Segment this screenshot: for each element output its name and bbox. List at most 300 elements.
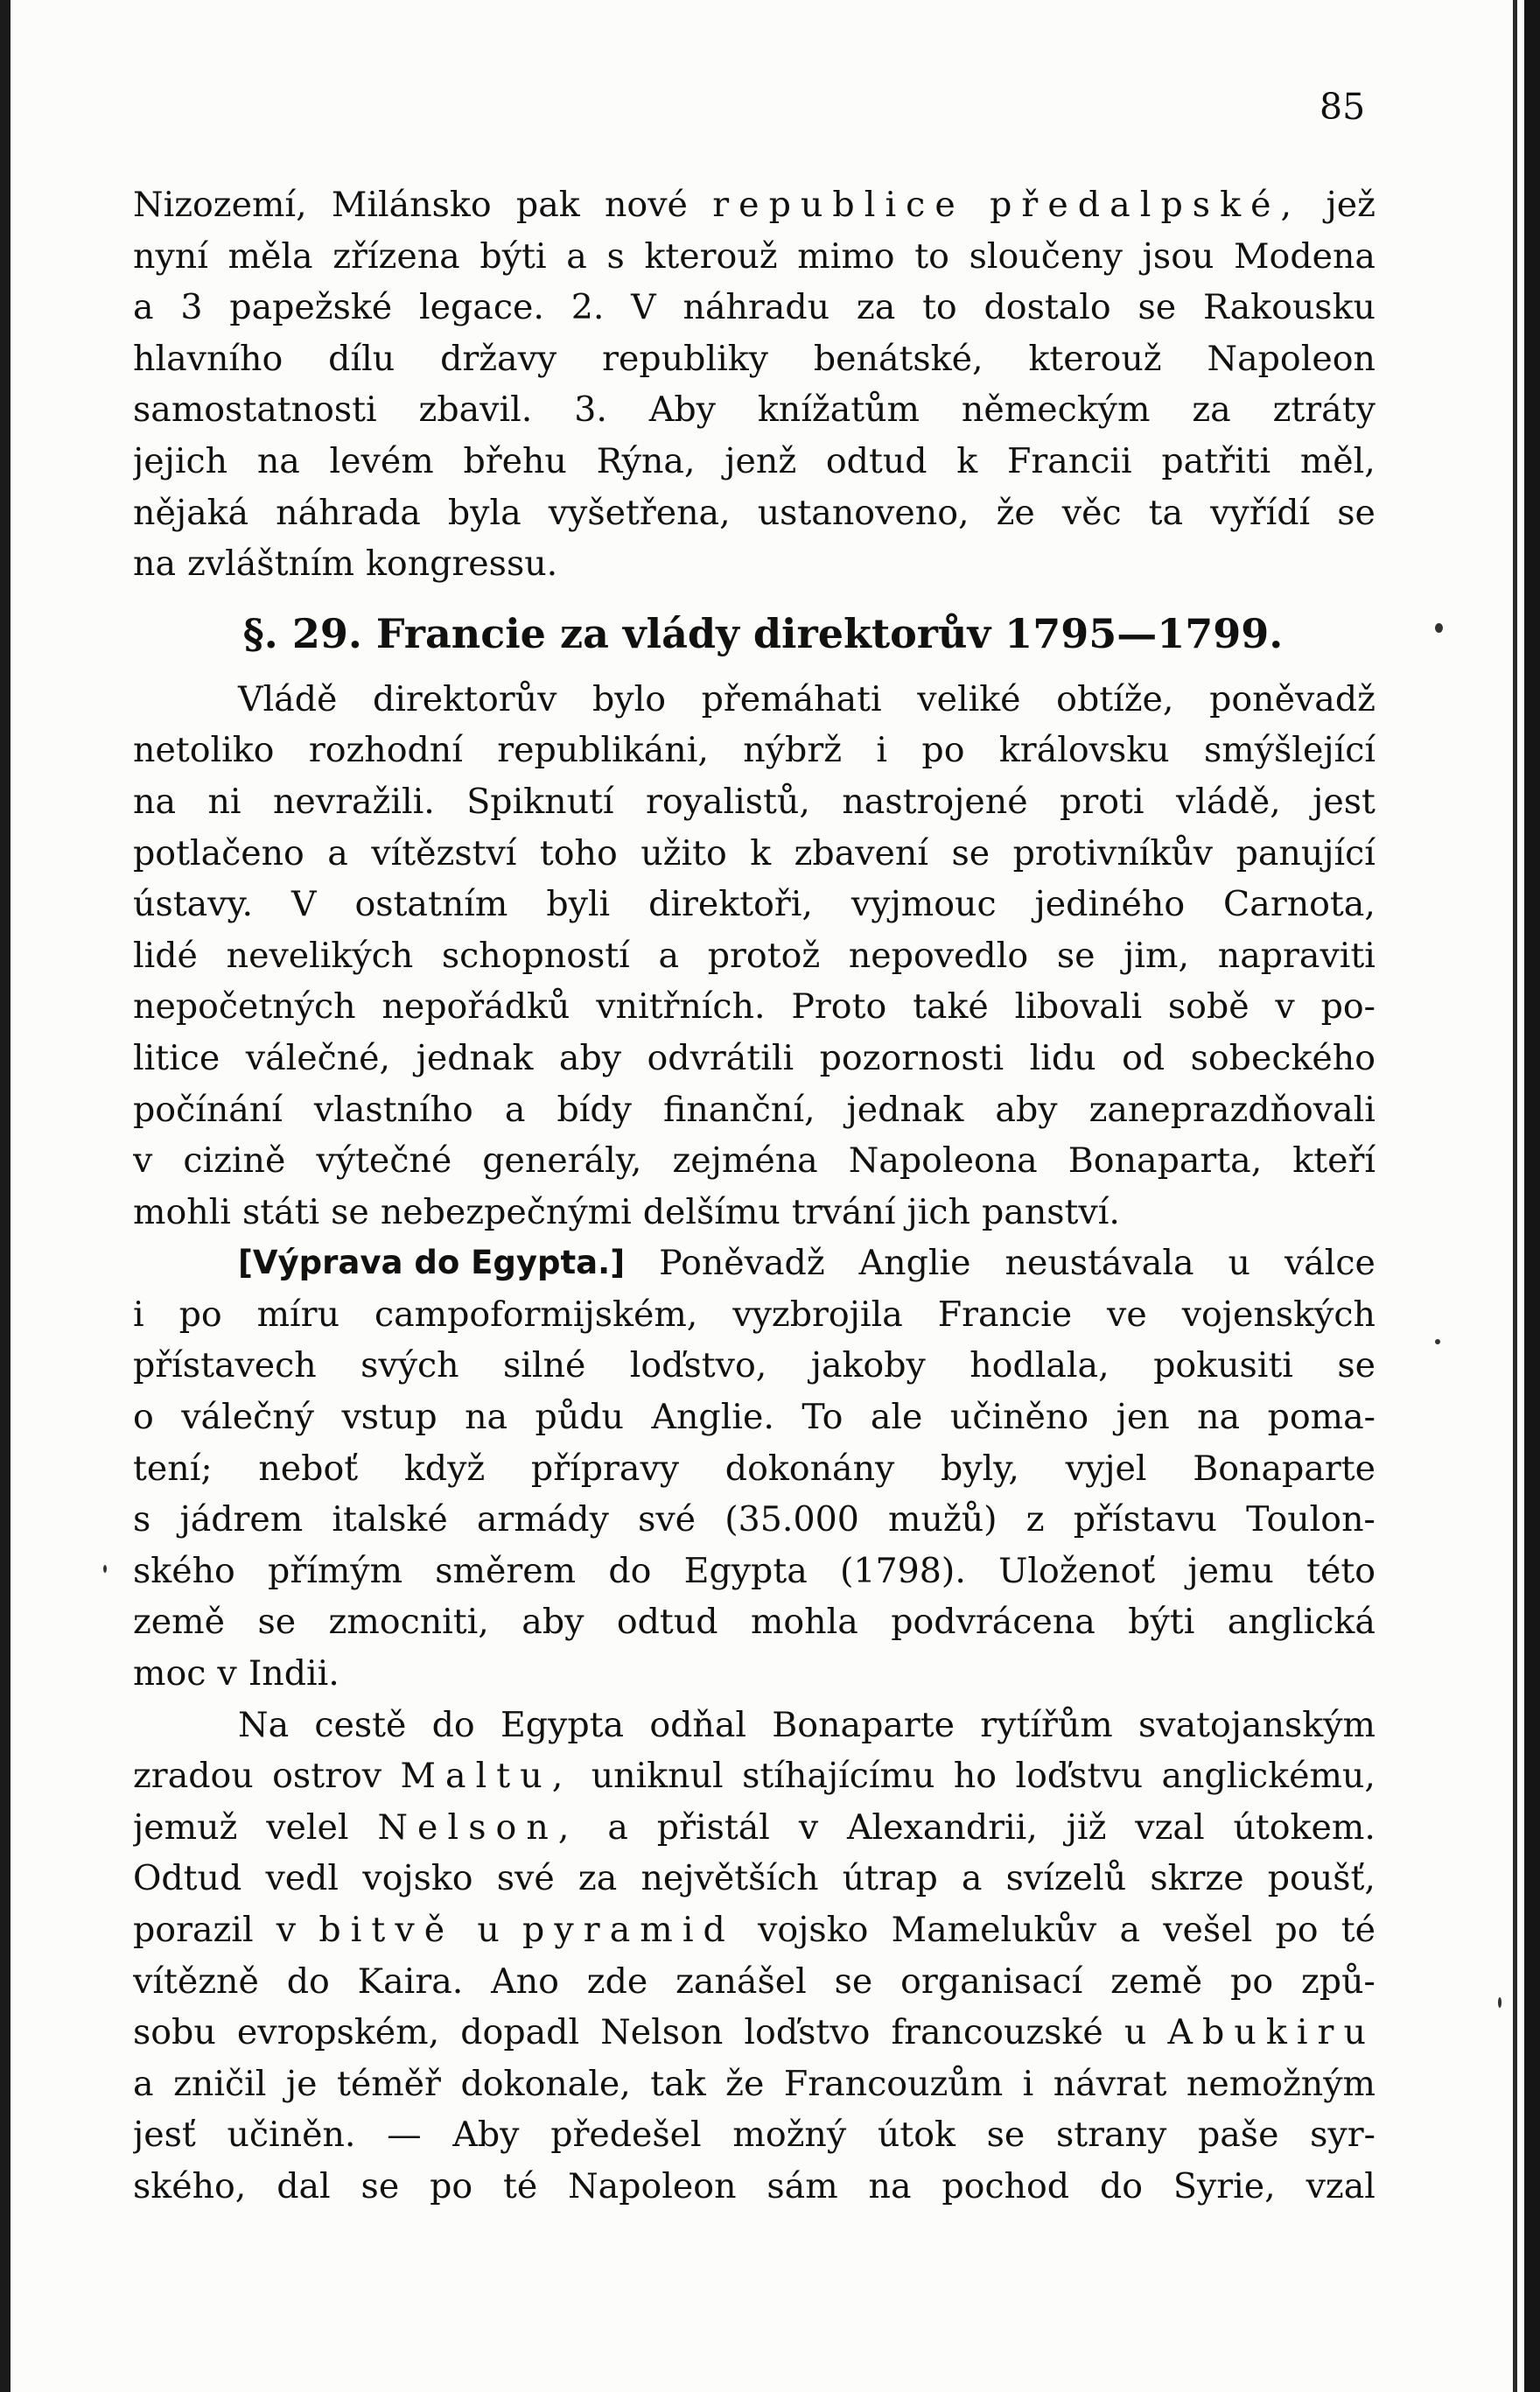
word: kterouž: [1028, 338, 1162, 379]
word: nepořádků: [382, 986, 570, 1028]
text-line: [133, 538, 1376, 590]
text-line: [133, 674, 1376, 726]
word: Odtud: [133, 1858, 242, 1899]
word: jakoby: [810, 1345, 926, 1386]
word: již: [1066, 1806, 1107, 1848]
word: Rakousku: [1202, 287, 1376, 328]
text-line: [133, 981, 1376, 1033]
word: V: [631, 287, 656, 328]
word: sloučeny: [969, 235, 1123, 277]
word: ostrov: [272, 1756, 382, 1797]
word: nýbrž: [743, 730, 843, 771]
word: Alexandrii,: [847, 1806, 1038, 1848]
word: cizině: [183, 1140, 286, 1182]
word: na: [133, 544, 176, 585]
word: jim,: [1124, 935, 1190, 976]
word: a: [566, 235, 587, 277]
word: Toulon-: [1246, 1499, 1376, 1540]
word: vojsko: [758, 1910, 869, 1950]
word: výtečné: [316, 1140, 452, 1182]
word: válce: [1284, 1243, 1376, 1284]
word: knížatům: [757, 389, 920, 431]
word: zničil: [173, 2063, 267, 2104]
word: vyjel: [1065, 1448, 1147, 1489]
word: ústavy.: [133, 884, 254, 925]
word: i: [876, 730, 888, 771]
word: Modena: [1234, 235, 1376, 277]
word: jejich: [133, 440, 228, 481]
word: generály,: [482, 1140, 642, 1182]
word: útokem.: [1233, 1806, 1376, 1848]
word: ského: [133, 1550, 235, 1591]
word: lidu: [1029, 1037, 1096, 1078]
text-line: [133, 1135, 1376, 1187]
word: je: [285, 2063, 318, 2104]
word: odtud: [825, 440, 928, 481]
word: loďstvu: [1015, 1756, 1144, 1797]
word: zmocniti,: [328, 1602, 489, 1643]
word: přípravy: [530, 1448, 680, 1489]
word: té: [503, 2165, 538, 2206]
word: V: [291, 884, 317, 925]
word: přistál: [656, 1806, 770, 1848]
word: poušť,: [1267, 1858, 1376, 1899]
word: učiněno: [949, 1397, 1089, 1438]
scan-right-edge-line: [1513, 0, 1517, 2392]
word: trvání: [791, 1191, 896, 1232]
word: s: [606, 235, 625, 277]
word: Rýna,: [596, 440, 696, 481]
text-line: [133, 1392, 1376, 1443]
word: levém: [329, 440, 434, 481]
word: finanční,: [662, 1089, 816, 1130]
word: skrze: [1150, 1858, 1244, 1899]
word: Anglie: [858, 1243, 971, 1284]
word: také: [913, 986, 989, 1028]
word: k: [750, 832, 772, 873]
word: vítězství: [371, 832, 517, 873]
word: Poněvadž: [659, 1243, 825, 1284]
word: aby: [558, 1037, 622, 1078]
word: Nelson: [600, 2012, 724, 2053]
word: 3.: [574, 389, 607, 431]
word: možný: [732, 2115, 847, 2156]
word: Carnota,: [1223, 884, 1376, 925]
word: mohli: [133, 1191, 231, 1232]
text-line: [133, 2161, 1376, 2213]
word: patřiti: [1161, 440, 1271, 481]
word: v: [798, 1806, 819, 1848]
word: nemožným: [1186, 2063, 1376, 2104]
word: se: [1056, 935, 1096, 976]
word: od: [1122, 1037, 1166, 1078]
word: veliké: [917, 678, 1021, 719]
word: po: [430, 2165, 473, 2206]
word: téměř: [336, 2063, 441, 2104]
word: silné: [503, 1345, 586, 1386]
word: se: [986, 2115, 1026, 2156]
word: návrat: [1053, 2063, 1167, 2104]
word: nové: [604, 185, 688, 225]
word: nyní: [133, 235, 208, 277]
word: své: [496, 1858, 555, 1899]
word: pochod: [942, 2165, 1070, 2206]
word: vojsko: [362, 1858, 473, 1899]
word: bylo: [592, 678, 667, 719]
word: syr-: [1310, 2115, 1376, 2156]
word: 3: [180, 287, 203, 328]
word: ta: [1148, 492, 1184, 533]
text-line: [133, 1546, 1376, 1597]
text-line: [133, 828, 1376, 880]
paragraph-2: [133, 674, 1376, 1238]
word: panství.: [981, 1191, 1120, 1232]
paragraph-1: [133, 179, 1376, 590]
word: loďstvo,: [629, 1345, 767, 1386]
word: mužů): [888, 1499, 998, 1540]
word: Nizozemí,: [133, 185, 307, 225]
word: vítězně: [133, 1961, 259, 2002]
word: Bonaparta,: [1068, 1140, 1263, 1182]
word: campoformijském,: [374, 1294, 698, 1335]
word: do: [608, 1550, 652, 1591]
word: do: [1099, 2165, 1144, 2206]
word: se: [951, 832, 990, 873]
word: v: [133, 1140, 153, 1182]
word: litice: [133, 1037, 220, 1078]
word: směrem: [435, 1550, 577, 1591]
text-line: [133, 231, 1376, 283]
word: direktorův: [372, 678, 557, 719]
word: državy: [440, 338, 557, 379]
word: dostalo: [984, 287, 1111, 328]
text-line: [133, 436, 1376, 488]
word: u: [1228, 1243, 1250, 1284]
word: —: [387, 2115, 422, 2156]
word: do: [286, 1961, 330, 2002]
word: mohla: [750, 1602, 858, 1643]
word: jednak: [846, 1089, 964, 1130]
word: za: [1192, 389, 1231, 431]
word: schopností: [441, 935, 630, 976]
word: zbavil.: [418, 389, 533, 431]
word: sobeckého: [1190, 1037, 1376, 1078]
word: a: [961, 1858, 983, 1899]
word: ztráty: [1272, 389, 1376, 431]
word: věc: [1061, 492, 1122, 533]
word: dílu: [328, 338, 396, 379]
text-line: [133, 1853, 1376, 1904]
word: odvrátili: [647, 1037, 794, 1078]
word: měl,: [1299, 440, 1376, 481]
word: royalistů,: [645, 781, 810, 822]
word: Bonaparte: [1193, 1448, 1376, 1489]
word: porazil: [133, 1910, 254, 1950]
word: ale: [870, 1397, 923, 1438]
word: Kaira.: [357, 1961, 464, 2002]
word: lidé: [133, 935, 198, 976]
word: na: [1197, 1397, 1241, 1438]
word: přístavu: [1073, 1499, 1217, 1540]
marginal-label: [Výprava do Egypta.]: [238, 1244, 626, 1282]
word: pokusiti: [1153, 1345, 1293, 1386]
word: vzal: [1135, 1806, 1205, 1848]
word: organisací: [900, 1961, 1083, 2002]
word: Napoleona: [848, 1140, 1038, 1182]
text-line: [133, 2109, 1376, 2161]
word: paše: [1197, 2115, 1279, 2156]
word: i: [133, 1294, 144, 1335]
word: i: [1022, 2063, 1034, 2104]
word: armády: [476, 1499, 609, 1540]
word: neustávala: [1004, 1243, 1194, 1284]
word: z: [1026, 1499, 1045, 1540]
word: ve: [1107, 1294, 1147, 1335]
word: za: [856, 287, 896, 328]
word: Abukiru: [1167, 2012, 1376, 2053]
word: rytířům: [980, 1704, 1113, 1745]
word: největších: [640, 1858, 819, 1899]
word: byla: [447, 492, 522, 533]
word: vnitřních.: [596, 986, 766, 1028]
word: u: [477, 1910, 500, 1950]
word: To: [802, 1397, 844, 1438]
word: sobě: [1167, 986, 1250, 1028]
word: vlastního: [313, 1089, 473, 1130]
text-line: [133, 2007, 1376, 2059]
scan-speck: [103, 1565, 107, 1573]
word: německým: [961, 389, 1151, 431]
word: svízelů: [1005, 1858, 1127, 1899]
paragraph-4: [133, 1700, 1376, 2213]
section-heading: §. 29. Francie za vlády direktorův 1795—1799.: [242, 609, 1284, 657]
text-line: [133, 282, 1376, 333]
text-line: [133, 1033, 1376, 1084]
word: evropském,: [236, 2012, 440, 2053]
word: nastrojené: [842, 781, 1028, 822]
word: když: [403, 1448, 486, 1489]
word: jest: [1312, 781, 1376, 822]
word: se: [1337, 492, 1376, 533]
word: přímým: [268, 1550, 403, 1591]
word: útok: [877, 2115, 956, 2156]
word: jen: [1116, 1397, 1170, 1438]
word: o: [133, 1397, 154, 1438]
word: neboť: [258, 1448, 359, 1489]
word: vojenských: [1181, 1294, 1376, 1335]
text-line: [133, 179, 1376, 231]
word: Spiknutí: [466, 781, 614, 822]
word: přemáhati: [701, 678, 882, 719]
word: Ano: [491, 1961, 559, 2002]
word: na: [133, 781, 176, 822]
word: Mamelukův: [891, 1910, 1097, 1950]
word: stíhajícímu: [742, 1756, 935, 1797]
word: proti: [1060, 781, 1144, 822]
word: pak: [515, 185, 580, 225]
word: učiněn.: [227, 2115, 356, 2156]
word: královsku: [998, 730, 1170, 771]
word: smýšlející: [1204, 730, 1376, 771]
word: Vládě: [238, 678, 338, 719]
word: že: [725, 2063, 765, 2104]
word: tak: [650, 2063, 706, 2104]
word: po-: [1320, 986, 1376, 1028]
word: a: [658, 935, 680, 976]
word: se: [834, 1961, 873, 2002]
word: útrap: [842, 1858, 938, 1899]
word: nějaká: [133, 492, 249, 533]
word: ni: [207, 781, 242, 822]
word: aby: [995, 1089, 1058, 1130]
word: jenž: [724, 440, 797, 481]
word: a: [504, 1089, 526, 1130]
word: dal: [276, 2165, 331, 2206]
word: hlavního: [133, 338, 284, 379]
word: (35.000: [724, 1499, 859, 1540]
word: se: [257, 1602, 297, 1643]
word: papežské: [229, 287, 393, 328]
word: za: [578, 1858, 618, 1899]
text-line: [133, 488, 1376, 539]
word: a: [133, 287, 154, 328]
word: Francie: [937, 1294, 1073, 1335]
word: moc: [133, 1653, 206, 1694]
text-line: [133, 1904, 1376, 1956]
word: mimo: [797, 235, 895, 277]
text-line: [133, 1596, 1376, 1648]
word: libovali: [1014, 986, 1143, 1028]
word: nepovedlo: [848, 935, 1029, 976]
scan-speck: [1435, 623, 1443, 633]
word: jemu: [1187, 1550, 1274, 1591]
word: náhrada: [276, 492, 421, 533]
word: republiky: [602, 338, 768, 379]
paragraph-3: [133, 1238, 1376, 1699]
text-line: [133, 930, 1376, 982]
word: této: [1306, 1550, 1376, 1591]
word: protož: [707, 935, 821, 976]
word: Egypta: [500, 1704, 625, 1745]
word: zvláštním: [187, 544, 354, 585]
word: předalpské,: [990, 185, 1302, 225]
word: jež: [1326, 185, 1376, 225]
word: byly,: [941, 1448, 1019, 1489]
text-line: [133, 776, 1376, 828]
word: kongressu.: [365, 544, 558, 585]
word: podvrácena: [891, 1602, 1096, 1643]
word: míru: [256, 1294, 340, 1335]
word: Anglie.: [651, 1397, 774, 1438]
word: protivníkův: [1012, 832, 1214, 873]
text-line: [133, 1187, 1376, 1238]
word: tení;: [133, 1448, 213, 1489]
word: Aby: [648, 389, 716, 431]
word: té: [1340, 1910, 1376, 1950]
word: toho: [539, 832, 618, 873]
word: republikáni,: [497, 730, 709, 771]
word: jednak: [416, 1037, 534, 1078]
word: dokonale,: [460, 2063, 631, 2104]
word: Francii: [1006, 440, 1132, 481]
word: legace.: [418, 287, 544, 328]
word: a: [1119, 1910, 1141, 1950]
word: jesť: [133, 2115, 196, 2156]
word: nebezpečnými: [380, 1191, 632, 1232]
word: v: [217, 1653, 237, 1694]
word: vstup: [341, 1397, 438, 1438]
word: počínání: [133, 1089, 283, 1130]
word: v: [1275, 986, 1295, 1028]
word: delšímu: [642, 1191, 780, 1232]
word: to: [914, 235, 949, 277]
text-line: [133, 1443, 1376, 1495]
word: kteří: [1292, 1140, 1376, 1182]
word: Syrie,: [1172, 2165, 1276, 2206]
word: bídy: [556, 1089, 632, 1130]
text-line: [133, 1494, 1376, 1546]
word: užito: [640, 832, 727, 873]
word: Napoleon: [568, 2165, 737, 2206]
scan-left-edge: [0, 0, 10, 2392]
word: sobu: [133, 2012, 216, 2053]
word: jich: [906, 1191, 970, 1232]
word: francouzské: [891, 2012, 1103, 2053]
word: direktoři,: [648, 884, 813, 925]
word: svatojanským: [1138, 1704, 1376, 1745]
word: Na: [238, 1704, 290, 1745]
word: na: [868, 2165, 912, 2206]
scan-right-edge: [1524, 0, 1540, 2392]
word: a: [133, 2063, 154, 2104]
word: vyšetřena,: [548, 492, 731, 533]
word: obtíže,: [1056, 678, 1174, 719]
word: ského,: [133, 2165, 247, 2206]
word: jádrem: [179, 1499, 304, 1540]
text-line: [133, 2059, 1376, 2110]
word: náhradu: [682, 287, 830, 328]
word: samostatnosti: [133, 389, 377, 431]
word: ho: [953, 1756, 998, 1797]
text-line: [133, 1084, 1376, 1136]
word: Napoleon: [1207, 338, 1376, 379]
word: přístavech: [133, 1345, 317, 1386]
word: uniknul: [591, 1756, 724, 1797]
word: a: [327, 832, 348, 873]
scan-speck: [1435, 1339, 1440, 1344]
word: v: [276, 1910, 297, 1950]
word: do: [431, 1704, 475, 1745]
word: nepočetných: [133, 986, 356, 1028]
text-line: [133, 1238, 1376, 1289]
body-text: [133, 179, 1376, 2213]
word: vešel: [1163, 1910, 1253, 1950]
word: půdu: [535, 1397, 624, 1438]
word: na: [256, 440, 300, 481]
text-line: [133, 333, 1376, 385]
text-line: [133, 1802, 1376, 1854]
text-line: [133, 1750, 1376, 1802]
word: způ-: [1300, 1961, 1376, 2002]
word: (1798).: [840, 1550, 966, 1591]
word: svých: [360, 1345, 459, 1386]
word: nevražili.: [272, 781, 435, 822]
word: panující: [1236, 832, 1376, 873]
word: u: [1124, 2012, 1147, 2053]
word: s: [133, 1499, 151, 1540]
word: vyřídí: [1210, 492, 1311, 533]
word: Bonaparte: [772, 1704, 956, 1745]
